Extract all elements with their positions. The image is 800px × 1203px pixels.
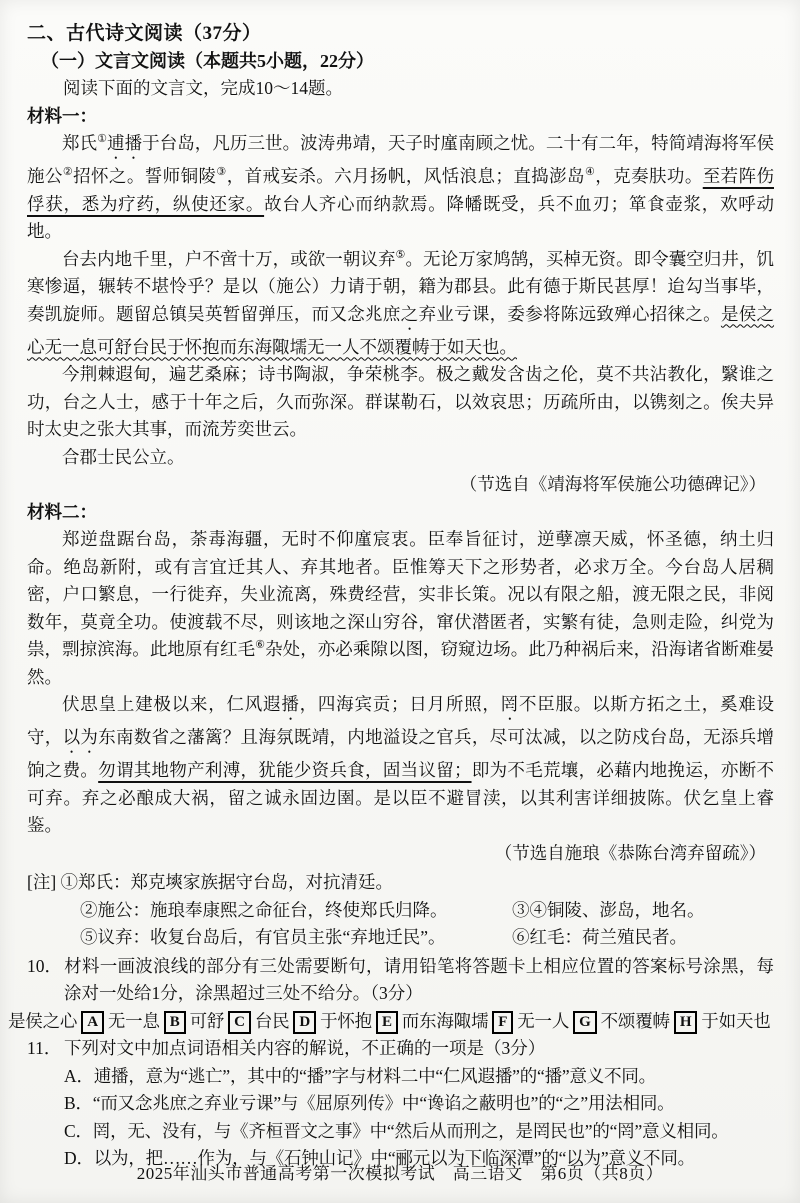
footnote-3-4: ③④铜陵、澎岛，地名。: [512, 899, 705, 920]
material1-paragraph-1: [27, 130, 774, 246]
emphasized-term-wang: 罔: [500, 694, 519, 714]
option-d-text: 以为，把……作为，与《石钟山记》中“郦元以为下临深潭”的“以为”意义不同。: [93, 1148, 695, 1168]
text-run: 不臣服。以斯方拓之土，奚难设守，: [27, 694, 775, 747]
text-run: 台去内地千里，户不啻十万，或欲一朝议弃: [62, 248, 396, 269]
option-b-text: “而又念兆庶之弃业亏课”与《屈原列传》中“谗谄之蔽明也”的“之”用法相同。: [92, 1093, 675, 1113]
footnote-ref-3: ③: [216, 166, 227, 179]
answer-box-c: C: [228, 1011, 251, 1034]
footnote-line-3: [27, 924, 774, 952]
text-run: 无一息: [107, 1010, 160, 1031]
material1-paragraph-4: 合郡士民公立。: [62, 446, 185, 467]
material2-paragraph-1: [27, 526, 774, 691]
section-title: 二、古代诗文阅读（37分）: [27, 23, 262, 44]
material1-source: （节选自《靖海将军侯施公功德碑记》）: [459, 474, 766, 494]
text-run: 东南数省之藩篱？且海氛既靖，内地溢设之官兵，尽可汰减，以之防戍台岛，无添兵增饷之费。: [27, 727, 775, 780]
page-footer: 2025年汕头市普通高考第一次模拟考试 高三语文 第6页（共8页）: [136, 1163, 664, 1183]
option-a-text: 逋播，意为“逃亡”，其中的“播”字与材料二中“仁风遐播”的“播”意义不同。: [93, 1065, 656, 1086]
reading-instruction: 阅读下面的文言文，完成10～14题。: [63, 78, 343, 98]
text-run: 无一人: [517, 1010, 570, 1031]
text-run: 伏思皇上建极以来，仁风遐: [62, 694, 282, 714]
text-run: 可舒: [189, 1010, 225, 1031]
footnote-ref-1: ①: [97, 133, 108, 146]
text-run: 是侯之心: [8, 1010, 78, 1031]
material2-label: 材料二：: [27, 501, 97, 522]
question-10-number: 10．: [27, 955, 62, 976]
text-run: ，克奏肤功。: [595, 166, 703, 186]
text-run: 故台人齐心而纳款焉。降幡既受，兵不血刃；箪食壶浆，欢呼动地。: [27, 193, 775, 241]
text-run: 而东海陬壖: [401, 1010, 489, 1031]
underlined-passage-2: 勿谓其地物产利溥，犹能少资兵食，固当议留；: [98, 760, 472, 780]
text-run: 于台岛，凡历三世。波涛弗靖，天子时廑南顾之忧。二十有二年，特简靖海将军侯施公: [27, 133, 774, 186]
emphasized-term-yiwei: 以为: [62, 727, 99, 747]
text-run: 台民: [254, 1010, 290, 1031]
text-run: 弃业亏课，委参将陈远致殚心招徕之。: [418, 303, 721, 324]
answer-box-d: D: [293, 1011, 316, 1034]
text-run: 郑逆盘踞台岛，荼毒海疆，无时不仰廑宸衷。臣奉旨征讨，逆孽凛天威，怀圣德，纳土归命。绝岛新附，或有言宜迁其人、弃其地者。臣惟筹天下之形势者，必求万全。今台岛人居稠密，户口繁息，一行徙弃，失业流离，殊费经营，实非长策。况以有限之船，渡无限之民，非阅数年，莫竟全功。使渡载不尽，则该地之深山穷谷，窜伏潜匿者，实繁有徒，急则走险，纠党为祟，剽掠滨海。此地原有红毛: [27, 529, 774, 659]
underlined-passage-1: 至若阵伤俘获，悉为疗药，纵使还家。: [27, 166, 774, 214]
footnote-5: ⑤议弃：收复台岛后，有官员主张“弃地迁民”。: [80, 927, 446, 947]
emphasized-term-bo: 播: [281, 694, 300, 714]
question-10: [27, 953, 774, 1008]
material2-source: （节选自施琅《恭陈台湾弃留疏》）: [494, 842, 766, 863]
question-11: [27, 1035, 774, 1063]
footnote-ref-5: ⑤: [395, 248, 406, 261]
footnotes-block: [27, 869, 774, 952]
option-c-text: 罔，无、没有，与《齐桓晋文之事》中“然后从而刑之，是罔民也”的“罔”意义相同。: [92, 1120, 729, 1141]
material1-label: 材料一：: [27, 105, 97, 126]
answer-box-g: G: [573, 1011, 596, 1034]
question-10-answer-row: [8, 1008, 786, 1036]
option-d-label: D．: [64, 1148, 94, 1168]
question-11-number: 11．: [27, 1038, 62, 1058]
text-run: 。无论万家鸠鹄，买棹无资。即令囊空归井，饥寒惨逼，辗转不堪怜乎？是以（施公）力请于朝，籍为郡县。此有德于斯民甚厚！迨勾当事毕，奏凯旋师。题留总镇吴英暂留弹压，而又念兆庶: [27, 248, 774, 324]
footnote-line-1: [注] ①郑氏：郑克塽家族据守台岛，对抗清廷。: [27, 872, 394, 892]
material2-paragraph-2: [27, 691, 774, 840]
text-run: 杂处，亦必乘隙以图，窃窥边场。此乃种祸后来，沿海诸省断难晏然。: [27, 639, 775, 687]
answer-box-e: E: [376, 1011, 398, 1034]
question-10-text: 材料一画波浪线的部分有三处需要断句，请用铅笔将答题卡上相应位置的答案标号涂黑，每涂对一处给1分，涂黑超过三处不给分。（3分）: [64, 955, 774, 1003]
text-run: 郑氏: [62, 133, 98, 153]
text-run: 于怀抱: [320, 1010, 372, 1031]
option-c-label: C．: [64, 1120, 93, 1141]
answer-box-b: B: [164, 1011, 186, 1034]
answer-box-h: H: [674, 1011, 697, 1034]
text-run: ，四海宾贡；日月所照，: [299, 694, 501, 714]
question-11-option-b: [27, 1090, 774, 1118]
wavy-underlined-passage: 是侯之心无一息可舒台民于怀抱而东海陬壖无一人不颂覆帱于如天也。: [27, 303, 775, 357]
text-run: 于如天也: [701, 1010, 771, 1031]
text-run: 不颂覆帱: [600, 1010, 670, 1031]
footnote-ref-6: ⑥: [255, 639, 266, 652]
answer-box-f: F: [492, 1011, 513, 1034]
footnote-6: ⑥红毛：荷兰殖民者。: [512, 927, 687, 947]
option-a-label: A．: [64, 1065, 94, 1086]
option-b-label: B．: [64, 1093, 93, 1113]
material1-paragraph-2: [27, 246, 774, 362]
answer-box-a: A: [81, 1011, 104, 1034]
text-run: 即为不毛荒壤，必藉内地挽运，亦断不可弃。弃之必酿成大祸，留之诚永固边圉。是以臣不避冒渎，以其利害详细披陈。伏乞皇上睿鉴。: [27, 760, 775, 835]
footnote-2: ②施公：施琅奉康熙之命征台，终使郑氏归降。: [80, 899, 448, 920]
text-run: 招怀之。誓师铜陵: [73, 166, 217, 186]
text-run: ，首戒妄杀。六月扬帆，风恬浪息；直捣澎岛: [226, 166, 585, 186]
emphasized-term-zhi: 之: [400, 303, 419, 324]
question-11-stem: 下列对文中加点词语相关内容的解说，不正确的一项是（3分）: [64, 1038, 546, 1058]
subsection-title: （一）文言文阅读（本题共5小题，22分）: [41, 50, 374, 71]
footnote-line-2: [27, 897, 774, 925]
question-11-option-a: [27, 1063, 774, 1091]
footnote-ref-4: ④: [584, 166, 596, 179]
question-11-option-c: [27, 1118, 774, 1146]
footnote-ref-2: ②: [62, 166, 74, 179]
material1-paragraph-3: 今荆棘遐甸，遍艺桑麻；诗书陶淑，争荣桃李。极之戴发含齿之伦，莫不共沾教化，繄谁之功，台之人士，感于十年之后，久而弥深。群谋勒石，以效哀思；历疏所由，以镌刻之。俟夫异时太史之张大其事，而流芳奕世云。: [27, 364, 774, 439]
emphasized-term-bubo: 逋播: [107, 133, 143, 153]
